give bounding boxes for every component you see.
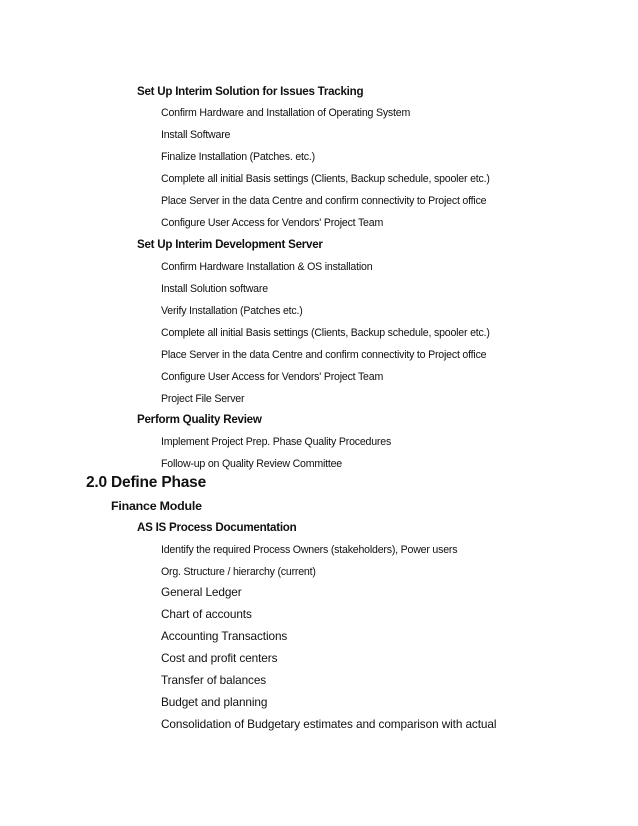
phase-title: 2.0 Define Phase — [86, 474, 206, 491]
list-item: Identify the required Process Owners (stakeholders), Power users — [161, 544, 458, 556]
list-item: Finalize Installation (Patches. etc.) — [161, 151, 315, 163]
list-item: Place Server in the data Centre and confirm connectivity to Project office — [161, 349, 487, 361]
list-item: Install Solution software — [161, 283, 268, 295]
module-title: Finance Module — [111, 499, 202, 513]
list-item: Complete all initial Basis settings (Clients, Backup schedule, spooler etc.) — [161, 173, 490, 185]
list-item: Complete all initial Basis settings (Clients, Backup schedule, spooler etc.) — [161, 327, 490, 339]
list-item: Configure User Access for Vendors' Project Team — [161, 371, 384, 383]
section-heading-development-server: Set Up Interim Development Server — [137, 238, 323, 251]
list-item: Confirm Hardware and Installation of Operating System — [161, 107, 411, 119]
list-item: Org. Structure / hierarchy (current) — [161, 566, 316, 578]
list-item: Confirm Hardware Installation & OS installation — [161, 261, 373, 273]
list-item: General Ledger — [161, 585, 242, 599]
list-item: Cost and profit centers — [161, 651, 278, 665]
list-item: Implement Project Prep. Phase Quality Procedures — [161, 436, 392, 448]
section-heading-issues-tracking: Set Up Interim Solution for Issues Tracking — [137, 85, 364, 98]
list-item: Place Server in the data Centre and confirm connectivity to Project office — [161, 195, 487, 207]
list-item: Accounting Transactions — [161, 629, 288, 643]
list-item: Follow-up on Quality Review Committee — [161, 458, 343, 470]
section-heading-quality-review: Perform Quality Review — [137, 413, 262, 426]
section-heading-as-is: AS IS Process Documentation — [137, 521, 297, 534]
list-item: Project File Server — [161, 393, 245, 405]
list-item: Configure User Access for Vendors' Project Team — [161, 217, 384, 229]
list-item: Chart of accounts — [161, 607, 252, 621]
list-item: Verify Installation (Patches etc.) — [161, 305, 303, 317]
list-item: Consolidation of Budgetary estimates and comparison with actual — [161, 717, 497, 731]
list-item: Budget and planning — [161, 695, 268, 709]
list-item: Transfer of balances — [161, 673, 267, 687]
list-item: Install Software — [161, 129, 231, 141]
